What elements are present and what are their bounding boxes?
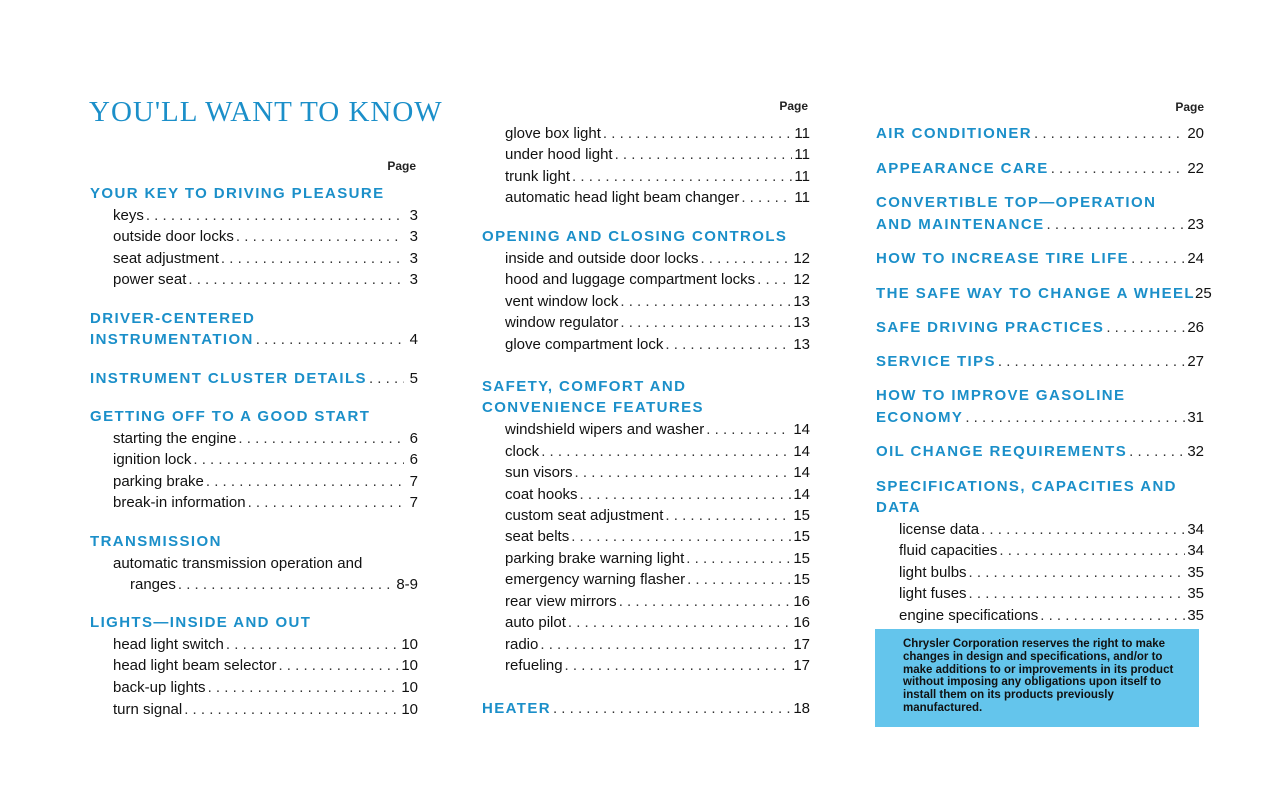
- entry-label: head light switch: [113, 636, 224, 653]
- toc-entry[interactable]: [505, 569, 810, 591]
- entry-label: break-in information: [113, 494, 246, 511]
- entry-label: outside door locks: [113, 228, 234, 245]
- entry-label: AIR CONDITIONER: [876, 125, 1032, 142]
- entry-page: 14: [793, 464, 810, 481]
- toc-entry[interactable]: [505, 462, 810, 484]
- leader-dots: [206, 471, 404, 493]
- toc-entry[interactable]: [876, 283, 1212, 305]
- leader-dots: [540, 634, 791, 656]
- entry-page: 15: [793, 571, 810, 588]
- leader-dots: [965, 407, 1185, 429]
- toc-entry[interactable]: [482, 698, 810, 720]
- entry-label: SAFE DRIVING PRACTICES: [876, 319, 1105, 336]
- entry-page: 12: [793, 271, 810, 288]
- entry-label: engine specifications: [899, 607, 1039, 624]
- entry-page: 13: [793, 314, 810, 331]
- disclaimer-note: Chrysler Corporation reserves the right to make changes in design and specifications, and/or to make additions to or improvements in its product without imposing any obligations upon itself to install them on its products previously manufactured.: [875, 629, 1199, 727]
- toc-entry[interactable]: [899, 583, 1204, 605]
- entry-label: starting the engine: [113, 430, 237, 447]
- entry-page: 4: [409, 331, 418, 348]
- entry-label: automatic head light beam changer: [505, 189, 740, 206]
- leader-dots: [665, 334, 791, 356]
- toc-entry[interactable]: [899, 605, 1204, 627]
- toc-entry[interactable]: [505, 612, 810, 634]
- entry-page: 3: [409, 250, 418, 267]
- toc-entry[interactable]: [505, 441, 810, 463]
- toc-entry[interactable]: [505, 548, 810, 570]
- entry-page: 7: [409, 473, 418, 490]
- entry-label: HEATER: [482, 700, 551, 717]
- entry-page: 11: [794, 168, 810, 185]
- leader-dots: [969, 583, 1186, 605]
- leader-dots: [969, 562, 1186, 584]
- entry-page: 14: [793, 421, 810, 438]
- entry-label: ECONOMY: [876, 409, 964, 426]
- toc-entry[interactable]: [899, 562, 1204, 584]
- entry-label: refueling: [505, 657, 563, 674]
- toc-entry[interactable]: [505, 526, 810, 548]
- toc-column-3: [876, 95, 1212, 625]
- entry-page: 12: [793, 250, 810, 267]
- leader-dots: [278, 655, 399, 677]
- section-heading[interactable]: CONVERTIBLE TOP—OPERATION: [876, 194, 1157, 211]
- leader-dots: [248, 492, 404, 514]
- toc-entry[interactable]: [113, 428, 418, 450]
- entry-page: 24: [1187, 250, 1204, 267]
- entry-page: 11: [794, 189, 810, 206]
- entry-page: 7: [409, 494, 418, 511]
- toc-entry[interactable]: [505, 166, 810, 188]
- entry-label: glove box light: [505, 125, 601, 142]
- section-heading[interactable]: HOW TO IMPROVE GASOLINE: [876, 387, 1126, 404]
- entry-label: light bulbs: [899, 564, 967, 581]
- toc-entry[interactable]: [505, 334, 810, 356]
- section-heading[interactable]: GETTING OFF TO A GOOD START: [90, 408, 371, 425]
- entry-label: THE SAFE WAY TO CHANGE A WHEEL: [876, 285, 1195, 302]
- toc-entry[interactable]: [899, 519, 1204, 541]
- entry-page: 15: [793, 528, 810, 545]
- toc-entry[interactable]: [876, 214, 1204, 236]
- entry-label: fluid capacities: [899, 542, 998, 559]
- entry-page: 27: [1187, 353, 1204, 370]
- toc-entry[interactable]: [876, 158, 1204, 180]
- leader-dots: [580, 484, 792, 506]
- entry-label: under hood light: [505, 146, 613, 163]
- toc-entry[interactable]: [876, 407, 1204, 429]
- toc-entry[interactable]: [90, 368, 418, 390]
- leader-dots: [565, 655, 792, 677]
- toc-entry[interactable]: [113, 248, 418, 270]
- toc-entry[interactable]: [876, 317, 1204, 339]
- entry-label: INSTRUMENT CLUSTER DETAILS: [90, 370, 367, 387]
- toc-entry[interactable]: [113, 449, 418, 471]
- toc-entry[interactable]: [899, 540, 1204, 562]
- entry-page: 35: [1187, 564, 1204, 581]
- section-heading[interactable]: DATA: [876, 499, 922, 516]
- toc-entry[interactable]: [113, 471, 418, 493]
- entry-label: light fuses: [899, 585, 967, 602]
- entry-page: 35: [1187, 585, 1204, 602]
- entry-label: vent window lock: [505, 293, 619, 310]
- toc-entry[interactable]: [505, 187, 810, 209]
- entry-label: seat belts: [505, 528, 570, 545]
- leader-dots: [208, 677, 400, 699]
- leader-dots: [226, 634, 399, 656]
- toc-entry[interactable]: [505, 269, 810, 291]
- toc-entry[interactable]: [113, 492, 418, 514]
- entry-label: SERVICE TIPS: [876, 353, 996, 370]
- leader-dots: [236, 226, 404, 248]
- entry-page: 13: [793, 336, 810, 353]
- entry-label: inside and outside door locks: [505, 250, 699, 267]
- leader-dots: [1131, 248, 1185, 270]
- toc-entry[interactable]: [505, 591, 810, 613]
- entry-page: 22: [1187, 160, 1204, 177]
- leader-dots: [369, 368, 404, 390]
- toc-entry[interactable]: [505, 248, 810, 270]
- toc-entry[interactable]: [113, 205, 418, 227]
- entry-label: custom seat adjustment: [505, 507, 664, 524]
- toc-entry[interactable]: [505, 312, 810, 334]
- entry-page: 17: [793, 657, 810, 674]
- page-column-label: Page: [387, 159, 416, 173]
- toc-entry[interactable]: [90, 329, 418, 351]
- entry-page: 6: [409, 451, 418, 468]
- leader-dots: [757, 269, 791, 291]
- section-heading[interactable]: YOUR KEY TO DRIVING PLEASURE: [90, 185, 385, 202]
- toc-entry[interactable]: [505, 123, 810, 145]
- entry-page: 31: [1187, 409, 1204, 426]
- toc-entry[interactable]: [505, 419, 810, 441]
- entry-label: seat adjustment: [113, 250, 219, 267]
- toc-entry[interactable]: [113, 677, 418, 699]
- page-title: YOU'LL WANT TO KNOW: [89, 96, 443, 128]
- entry-page: 16: [793, 593, 810, 610]
- entry-label: auto pilot: [505, 614, 566, 631]
- entry-page: 3: [409, 228, 418, 245]
- leader-dots: [1040, 605, 1185, 627]
- entry-page: 8-9: [396, 576, 418, 593]
- toc-entry[interactable]: [505, 634, 810, 656]
- toc-entry[interactable]: [130, 574, 418, 596]
- toc-entry[interactable]: [113, 269, 418, 291]
- entry-label: back-up lights: [113, 679, 206, 696]
- section-heading[interactable]: TRANSMISSION: [90, 533, 222, 550]
- entry-label: head light beam selector: [113, 657, 277, 674]
- entry-page: 10: [401, 657, 418, 674]
- toc-entry[interactable]: [113, 699, 418, 721]
- leader-dots: [706, 419, 791, 441]
- entry-label: trunk light: [505, 168, 571, 185]
- entry-page: 3: [409, 271, 418, 288]
- leader-dots: [686, 548, 791, 570]
- entry-label: automatic transmission operation and: [113, 555, 363, 572]
- entry-label: sun visors: [505, 464, 573, 481]
- toc-entry[interactable]: [505, 144, 810, 166]
- entry-label: hood and luggage compartment locks: [505, 271, 756, 288]
- entry-label: AND MAINTENANCE: [876, 216, 1045, 233]
- entry-label: turn signal: [113, 701, 183, 718]
- leader-dots: [1034, 123, 1185, 145]
- toc-entry[interactable]: [876, 441, 1204, 463]
- toc-entry[interactable]: [505, 655, 810, 677]
- toc-entry[interactable]: [876, 351, 1204, 373]
- leader-dots: [184, 699, 399, 721]
- entry-label: glove compartment lock: [505, 336, 664, 353]
- entry-label: parking brake warning light: [505, 550, 685, 567]
- leader-dots: [981, 519, 1185, 541]
- entry-label: HOW TO INCREASE TIRE LIFE: [876, 250, 1130, 267]
- entry-page: 14: [793, 486, 810, 503]
- entry-page: 18: [793, 700, 810, 717]
- toc-entry[interactable]: [505, 291, 810, 313]
- entry-label: window regulator: [505, 314, 619, 331]
- section-heading[interactable]: CONVENIENCE FEATURES: [482, 399, 704, 416]
- leader-dots: [1047, 214, 1186, 236]
- leader-dots: [193, 449, 404, 471]
- entry-page: 25: [1194, 285, 1212, 302]
- leader-dots: [221, 248, 404, 270]
- page-column-label: Page: [779, 99, 808, 113]
- section-heading[interactable]: LIGHTS—INSIDE AND OUT: [90, 614, 312, 631]
- leader-dots: [572, 166, 792, 188]
- toc-entry[interactable]: [113, 226, 418, 248]
- toc-column-1: [90, 150, 418, 730]
- entry-label: license data: [899, 521, 980, 538]
- entry-page: 26: [1187, 319, 1204, 336]
- entry-label: windshield wipers and washer: [505, 421, 705, 438]
- leader-dots: [568, 612, 791, 634]
- section-heading[interactable]: OPENING AND CLOSING CONTROLS: [482, 228, 788, 245]
- entry-page: 10: [401, 701, 418, 718]
- section-heading[interactable]: SPECIFICATIONS, CAPACITIES AND: [876, 478, 1177, 495]
- entry-page: 15: [793, 550, 810, 567]
- entry-label: ranges: [130, 576, 176, 593]
- leader-dots: [146, 205, 404, 227]
- entry-label: parking brake: [113, 473, 204, 490]
- entry-page: 23: [1187, 216, 1204, 233]
- leader-dots: [999, 540, 1185, 562]
- toc-entry[interactable]: [113, 634, 418, 656]
- leader-dots: [615, 144, 793, 166]
- leader-dots: [619, 591, 792, 613]
- entry-label: ignition lock: [113, 451, 192, 468]
- entry-page: 14: [793, 443, 810, 460]
- entry-label: APPEARANCE CARE: [876, 160, 1049, 177]
- toc-entry[interactable]: [876, 248, 1204, 270]
- leader-dots: [665, 505, 791, 527]
- entry-label: coat hooks: [505, 486, 578, 503]
- leader-dots: [178, 574, 394, 596]
- entry-label: power seat: [113, 271, 187, 288]
- entry-page: 34: [1187, 521, 1204, 538]
- toc-entry[interactable]: [505, 484, 810, 506]
- entry-page: 10: [401, 679, 418, 696]
- leader-dots: [741, 187, 792, 209]
- section-heading[interactable]: DRIVER-CENTERED: [90, 310, 256, 327]
- leader-dots: [1129, 441, 1185, 463]
- leader-dots: [553, 698, 791, 720]
- leader-dots: [188, 269, 404, 291]
- entry-page: 15: [793, 507, 810, 524]
- entry-label: INSTRUMENTATION: [90, 331, 254, 348]
- toc-entry[interactable]: [113, 553, 418, 575]
- leader-dots: [1051, 158, 1186, 180]
- entry-page: 16: [793, 614, 810, 631]
- toc-column-2: [482, 95, 810, 730]
- entry-page: 10: [401, 636, 418, 653]
- entry-page: 17: [793, 636, 810, 653]
- entry-page: 11: [794, 146, 810, 163]
- leader-dots: [575, 462, 792, 484]
- entry-page: 6: [409, 430, 418, 447]
- leader-dots: [620, 312, 791, 334]
- leader-dots: [256, 329, 404, 351]
- leader-dots: [541, 441, 791, 463]
- entry-label: clock: [505, 443, 540, 460]
- leader-dots: [700, 248, 791, 270]
- leader-dots: [1106, 317, 1185, 339]
- entry-label: radio: [505, 636, 539, 653]
- entry-page: 34: [1187, 542, 1204, 559]
- entry-label: keys: [113, 207, 144, 224]
- toc-entry[interactable]: [876, 123, 1204, 145]
- entry-page: 32: [1187, 443, 1204, 460]
- entry-page: 13: [793, 293, 810, 310]
- leader-dots: [238, 428, 404, 450]
- page-column-label: Page: [1175, 100, 1204, 114]
- entry-page: 3: [409, 207, 418, 224]
- toc-entry[interactable]: [505, 505, 810, 527]
- entry-label: OIL CHANGE REQUIREMENTS: [876, 443, 1128, 460]
- leader-dots: [603, 123, 793, 145]
- entry-page: 5: [409, 370, 418, 387]
- toc-entry[interactable]: [113, 655, 418, 677]
- section-heading[interactable]: SAFETY, COMFORT AND: [482, 378, 687, 395]
- entry-label: rear view mirrors: [505, 593, 617, 610]
- leader-dots: [620, 291, 791, 313]
- entry-page: 35: [1187, 607, 1204, 624]
- leader-dots: [687, 569, 791, 591]
- entry-label: emergency warning flasher: [505, 571, 686, 588]
- leader-dots: [571, 526, 791, 548]
- entry-page: 20: [1187, 125, 1204, 142]
- entry-page: 11: [794, 125, 810, 142]
- leader-dots: [998, 351, 1185, 373]
